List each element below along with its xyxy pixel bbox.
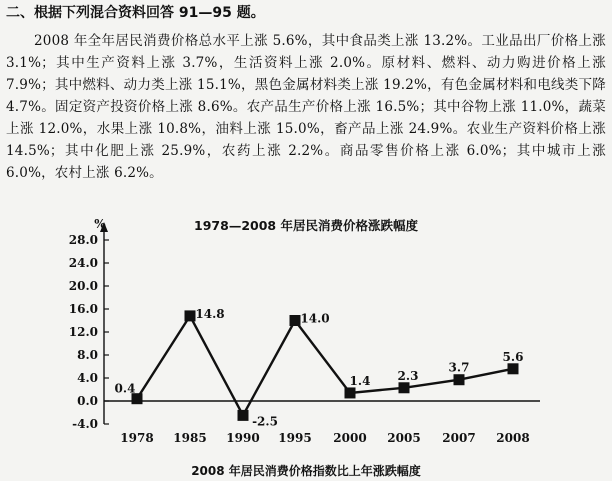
y-axis-ticks: [69, 233, 109, 431]
data-point: [290, 315, 301, 326]
x-tick-label: 2007: [442, 431, 476, 445]
data-point: [454, 374, 465, 385]
x-tick-label: 1978: [120, 431, 154, 445]
question-heading: 二、根据下列混合资料回答 91—95 题。: [6, 5, 265, 21]
chart-title: 1978—2008 年居民消费价格涨跌幅度: [194, 218, 418, 233]
data-label: 2.3: [397, 368, 419, 383]
y-tick-label: 28.0: [68, 233, 98, 247]
y-tick-label: 8.0: [77, 348, 98, 362]
y-tick-label: -4.0: [72, 417, 98, 431]
x-tick-label: 1995: [278, 431, 312, 445]
x-tick-label: 2005: [387, 431, 421, 445]
data-point: [185, 310, 196, 321]
data-label: 14.0: [300, 311, 330, 326]
y-tick-label: 16.0: [68, 302, 98, 316]
data-label: 0.4: [114, 381, 136, 396]
data-point: [508, 363, 519, 374]
data-label: 14.8: [195, 306, 225, 321]
y-tick-label: 12.0: [68, 325, 98, 339]
data-point: [399, 382, 410, 393]
y-tick-label: 0.0: [77, 394, 98, 408]
x-tick-label: 2008: [496, 431, 530, 445]
data-label: -2.5: [252, 414, 278, 429]
chart-caption: 2008 年居民消费价格指数比上年涨跌幅度: [191, 464, 421, 478]
x-axis-ticks: [120, 431, 529, 445]
data-point: [345, 387, 356, 398]
data-label: 3.7: [448, 360, 470, 375]
data-label: 1.4: [349, 373, 371, 388]
data-point: [238, 410, 249, 421]
data-labels: [115, 307, 524, 428]
y-axis-label: %: [94, 217, 106, 231]
x-tick-label: 1990: [226, 431, 260, 445]
x-tick-label: 2000: [333, 431, 367, 445]
y-tick-label: 24.0: [68, 256, 98, 270]
y-tick-label: 20.0: [68, 279, 98, 293]
data-label: 5.6: [502, 349, 524, 364]
x-tick-label: 1985: [173, 431, 207, 445]
question-paragraph: 2008 年全年居民消费价格总水平上涨 5.6%，其中食品类上涨 13.2%。工业品出厂价格上涨 3.1%；其中生产资料上涨 3.7%，生活资料上涨 2.0%。原材料、燃料、动力购进价格上涨 7.9%；其中燃料、动力类上涨 15.1%，黑色金属材料类上涨 19.2%，有色金属材料和电线类下降 4.7%。固定资产投资价格上涨 8.6%。农产品生产价格上涨 16.5%；其中谷物上涨 11.0%，蔬菜上涨 12.0%，水果上涨 10.8%，油料上涨 15.0%，畜产品上涨 24.9%。农业生产资料价格上涨 14.5%；其中化肥上涨 25.9%，农药上涨 2.2%。商品零售价格上涨 6.0%；其中城市上涨 6.0%，农村上涨 6.2%。: [6, 33, 606, 181]
y-tick-label: 4.0: [77, 371, 98, 385]
